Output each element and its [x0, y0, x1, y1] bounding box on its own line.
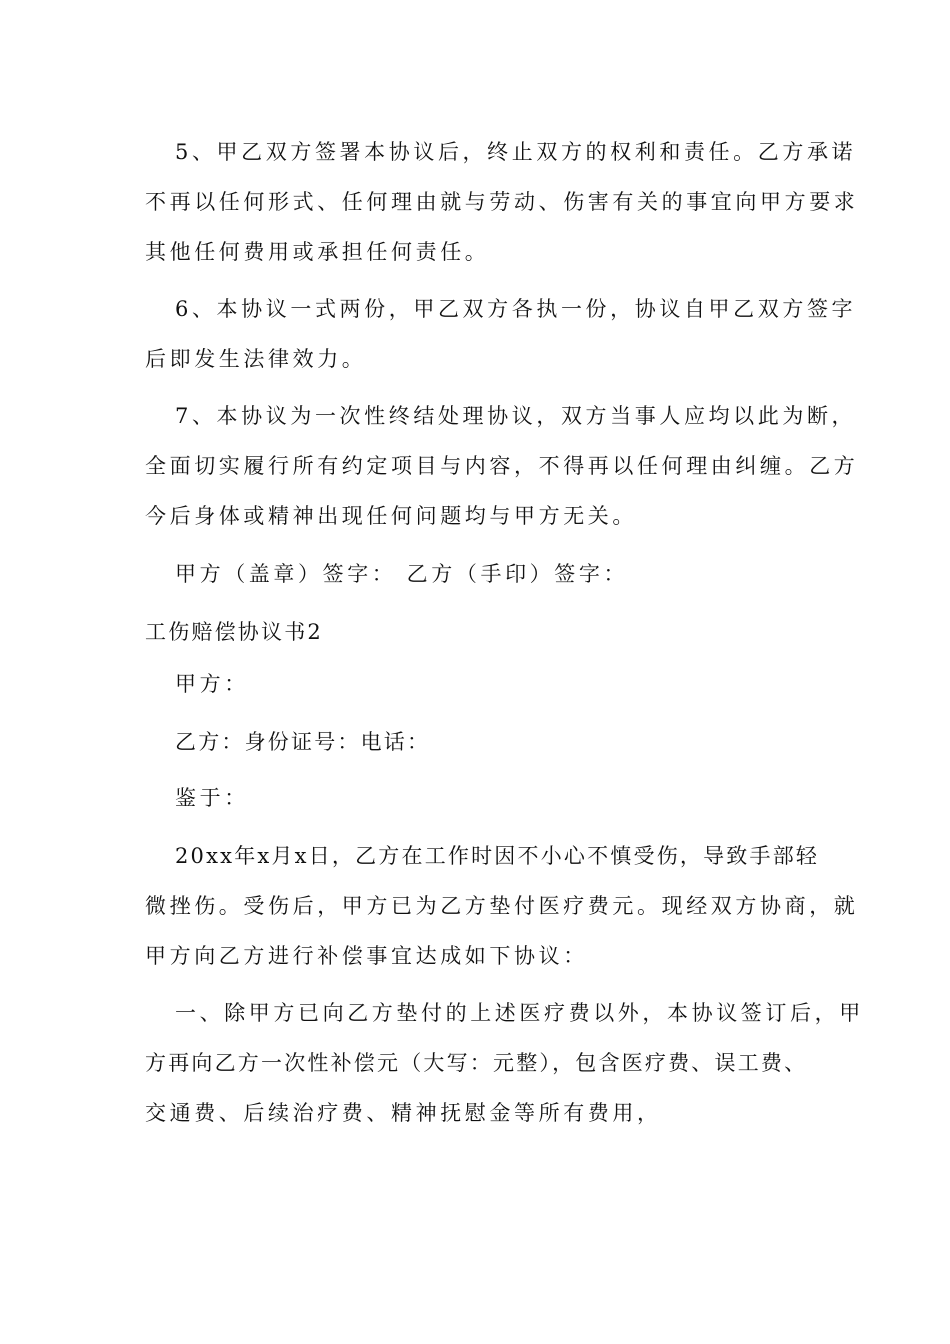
- party-b-line: 乙方：身份证号：电话：: [175, 730, 431, 754]
- clause-7-line-3: 今后身体或精神出现任何问题均与甲方无关。: [145, 504, 637, 528]
- clause-7-line-2: 全面切实履行所有约定项目与内容，不得再以任何理由纠缠。乙方: [145, 454, 859, 478]
- party-a-line: 甲方：: [175, 672, 249, 696]
- background-line-1: 20xx年x月x日，乙方在工作时因不小心不慎受伤，导致手部轻: [175, 844, 820, 868]
- article-1-line-1: 一、除甲方已向乙方垫付的上述医疗费以外，本协议签订后，甲: [175, 1001, 864, 1025]
- whereas-line: 鉴于：: [175, 786, 249, 810]
- clause-6-line-2: 后即发生法律效力。: [145, 347, 367, 371]
- article-1-line-3: 交通费、后续治疗费、精神抚慰金等所有费用，: [145, 1101, 662, 1125]
- clause-7-line-1: 7、本协议为一次性终结处理协议，双方当事人应均以此为断，: [175, 404, 857, 428]
- document-title-2: 工伤赔偿协议书2: [145, 620, 323, 644]
- clause-5-line-3: 其他任何费用或承担任何责任。: [145, 240, 490, 264]
- clause-6-line-1: 6、本协议一式两份，甲乙双方各执一份，协议自甲乙双方签字: [175, 297, 857, 321]
- clause-5-line-2: 不再以任何形式、任何理由就与劳动、伤害有关的事宜向甲方要求: [145, 190, 859, 214]
- background-line-2: 微挫伤。受伤后，甲方已为乙方垫付医疗费元。现经双方协商，就: [145, 894, 859, 918]
- signature-line: 甲方（盖章）签字： 乙方（手印）签字：: [175, 562, 629, 586]
- background-line-3: 甲方向乙方进行补偿事宜达成如下协议：: [145, 944, 588, 968]
- clause-5-line-1: 5、甲乙双方签署本协议后，终止双方的权利和责任。乙方承诺: [175, 140, 857, 164]
- article-1-line-2: 方再向乙方一次性补偿元（大写：元整），包含医疗费、误工费、: [145, 1051, 808, 1075]
